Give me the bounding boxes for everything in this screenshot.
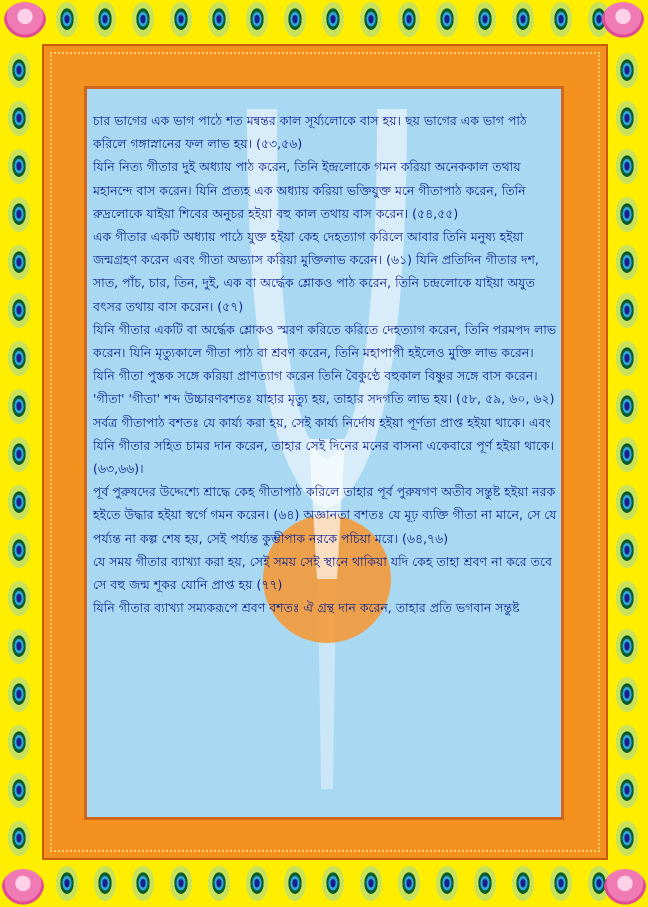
peacock-feather-icon — [6, 437, 32, 475]
lotus-icon — [4, 2, 46, 38]
peacock-feather-icon — [614, 533, 640, 571]
bottom-feather-row — [48, 866, 618, 904]
peacock-feather-icon — [510, 2, 536, 40]
peacock-feather-icon — [54, 866, 80, 904]
peacock-feather-icon — [614, 485, 640, 523]
peacock-feather-icon — [472, 2, 498, 40]
paragraph: এক গীতার একটি অধ্যায় পাঠে যুক্ত হইয়া কেহ দেহত্যাগ করিলে আবার তিনি মনুষ্য হইয়া জন্মগ্রহণ করেন এবং গীতা অভ্যাস করিয়া মুক্তিলাভ করেন। (৬১) যিনি প্রতিদিন গীতার দশ, সাত, পাঁচ, চার, তিন, দুই, এক বা অর্দ্ধেক শ্লোকও পাঠ করেন, তিনি চন্দ্রলোকে যাইয়া অযুত বৎসর তথায় বাস করেন। (৫৭) — [93, 229, 539, 314]
peacock-feather-icon — [614, 293, 640, 331]
peacock-feather-icon — [282, 2, 308, 40]
peacock-feather-icon — [358, 2, 384, 40]
peacock-feather-icon — [6, 629, 32, 667]
peacock-feather-icon — [206, 2, 232, 40]
paragraph: সর্বত্র গীতাপাঠ বশতঃ যে কার্য্য করা হয়, সেই কার্য্য নির্দোষ হইয়া পূর্ণতা প্রাপ্ত হইয়া থাকে। এবং যিনি গীতার সহিত চামর দান করেন, তাহার সেই দিনের মনের বাসনা একেবারে পূর্ণ হইয়া থাকে। (৬৩,৬৬)। — [93, 414, 555, 477]
body-text — [93, 109, 557, 619]
paragraph: যিনি নিত্য গীতার দুই অধ্যায় পাঠ করেন, তিনি ইন্দ্রলোকে গমন করিয়া অনেককাল তথায় মহানন্দে বাস করেন। যিনি প্রত্যহ এক অধ্যায় করিয়া ভক্তিযুক্ত মনে গীতাপাঠ করেন, তিনি রুদ্রলোকে যাইয়া শিবের অনুচর হইয়া বহু কাল তথায় বাস করেন। (৫৪,৫৫) — [93, 159, 526, 221]
peacock-feather-icon — [614, 725, 640, 763]
peacock-feather-icon — [472, 866, 498, 904]
peacock-feather-icon — [6, 581, 32, 619]
peacock-feather-icon — [614, 101, 640, 139]
peacock-feather-icon — [614, 245, 640, 283]
peacock-feather-icon — [6, 485, 32, 523]
peacock-feather-icon — [130, 2, 156, 40]
peacock-feather-icon — [6, 533, 32, 571]
paragraph: যে সময় গীতার ব্যাখ্যা করা হয়, সেই সময় সেই স্থানে থাকিয়া যদি কেহ তাহা শ্রবণ না করে তবে সে বহু জন্ম শূকর যোনি প্রাপ্ত হয় (৭৭) — [93, 553, 552, 593]
peacock-feather-icon — [6, 293, 32, 331]
peacock-feather-icon — [396, 866, 422, 904]
left-feather-column — [6, 48, 32, 864]
right-feather-column — [614, 48, 640, 864]
peacock-feather-icon — [396, 2, 422, 40]
paragraph: চার ভাগের এক ভাগ পাঠে শত মন্বন্তর কাল সূর্য্যলোকে বাস হয়। ছয় ভাগের এক ভাগ পাঠ করিলে গঙ্গাস্নানের ফল লাভ হয়। (৫৩,৫৬) — [93, 113, 527, 152]
peacock-feather-icon — [92, 866, 118, 904]
peacock-feather-icon — [168, 2, 194, 40]
peacock-feather-icon — [320, 866, 346, 904]
peacock-feather-icon — [244, 866, 270, 904]
peacock-feather-icon — [206, 866, 232, 904]
peacock-feather-icon — [6, 149, 32, 187]
peacock-feather-icon — [320, 2, 346, 40]
peacock-feather-icon — [614, 437, 640, 475]
lotus-icon — [604, 869, 646, 905]
peacock-feather-icon — [548, 2, 574, 40]
peacock-feather-icon — [614, 341, 640, 379]
peacock-feather-icon — [6, 197, 32, 235]
peacock-feather-icon — [6, 341, 32, 379]
peacock-feather-icon — [614, 677, 640, 715]
peacock-feather-icon — [548, 866, 574, 904]
peacock-feather-icon — [6, 53, 32, 91]
peacock-feather-icon — [244, 2, 270, 40]
peacock-feather-icon — [614, 197, 640, 235]
peacock-feather-icon — [510, 866, 536, 904]
peacock-feather-icon — [614, 629, 640, 667]
peacock-feather-icon — [434, 866, 460, 904]
paragraph: পূর্ব পুরুষদের উদ্দেশ্যে শ্রাদ্ধে কেহ গীতাপাঠ করিলে তাহার পূর্ব পুরুষগণ অতীব সন্তুষ্ট হইয়া নরক হইতে উদ্ধার হইয়া স্বর্গে গমন করেন। (৬৪) অজ্ঞানতা বশতঃ যে মূঢ় ব্যক্তি গীতা না মানে, সে যে পর্য্যন্ত না কল্প শেষ হয়, সেই পর্য্যন্ত কুম্ভীপাক নরকে পচিয়া মরে। (৬৪,৭৬) — [93, 484, 557, 546]
peacock-feather-icon — [130, 866, 156, 904]
peacock-feather-icon — [614, 773, 640, 811]
peacock-feather-icon — [6, 725, 32, 763]
lotus-icon — [602, 2, 644, 38]
peacock-feather-icon — [6, 245, 32, 283]
peacock-feather-icon — [6, 773, 32, 811]
peacock-feather-icon — [168, 866, 194, 904]
peacock-feather-icon — [6, 389, 32, 427]
lotus-icon — [2, 869, 44, 905]
peacock-feather-icon — [54, 2, 80, 40]
text-panel — [84, 86, 564, 820]
peacock-feather-icon — [6, 101, 32, 139]
peacock-feather-icon — [614, 149, 640, 187]
peacock-feather-icon — [6, 677, 32, 715]
peacock-feather-icon — [282, 866, 308, 904]
top-feather-row — [48, 2, 618, 40]
paragraph: যিনি গীতার ব্যাখ্যা সম্যকরূপে শ্রবণ বশতঃ ঐ গ্রন্থ দান করেন, তাহার প্রতি ভগবান সন্তুষ্ট — [93, 600, 520, 616]
peacock-feather-icon — [434, 2, 460, 40]
peacock-feather-icon — [614, 53, 640, 91]
peacock-feather-icon — [6, 821, 32, 859]
peacock-feather-icon — [92, 2, 118, 40]
paragraph: যিনি গীতার একটি বা অর্দ্ধেক শ্লোকও স্মরণ করিতে করিতে দেহত্যাগ করেন, তিনি পরমপদ লাভ করেন। যিনি মৃত্যুকালে গীতা পাঠ বা শ্রবণ করেন, তিনি মহাপাপী হইলেও মুক্তি লাভ করেন। যিনি গীতা পুস্তক সঙ্গে করিয়া প্রাণত্যাগ করেন তিনি বৈকুণ্ঠে বহুকাল বিষ্ণুর সঙ্গে বাস করেন। 'গীতা' 'গীতা' শব্দ উচ্চারণবশতঃ যাহার মৃত্যু হয়, তাহার সদগতি লাভ হয়। (৫৮, ৫৯, ৬০, ৬২) — [93, 321, 557, 407]
peacock-feather-icon — [614, 389, 640, 427]
peacock-feather-icon — [614, 821, 640, 859]
peacock-feather-icon — [614, 581, 640, 619]
peacock-feather-icon — [358, 866, 384, 904]
